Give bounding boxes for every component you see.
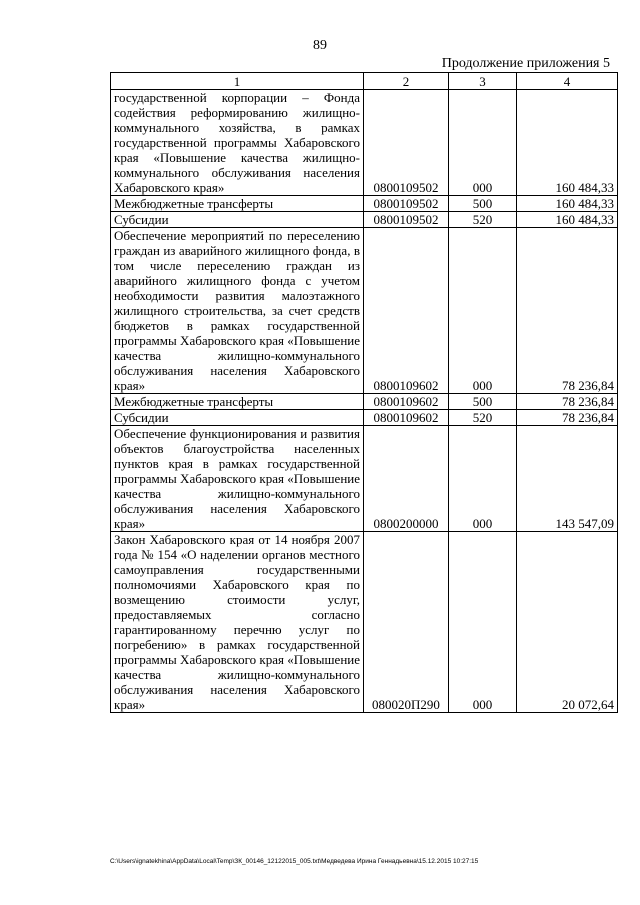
row-amount: 160 484,33 xyxy=(517,90,618,196)
row-type: 500 xyxy=(449,394,517,410)
footer-file-path: C:\Users\ignatekhina\AppData\Local\Temp\ЗК_00146_12122015_005.txt\Медведева Ирина Геннадьевна\15.12.2015 10:27:15 xyxy=(110,858,479,865)
table-row xyxy=(111,228,618,394)
row-code: 0800109502 xyxy=(364,212,449,228)
table-row xyxy=(111,426,618,532)
row-type: 520 xyxy=(449,212,517,228)
row-amount: 78 236,84 xyxy=(517,228,618,394)
row-code: 0800200000 xyxy=(364,426,449,532)
column-header-code: 2 xyxy=(364,73,449,90)
table-row xyxy=(111,212,618,228)
table-header-row xyxy=(111,73,618,90)
row-name: Субсидии xyxy=(111,212,364,228)
row-code: 0800109602 xyxy=(364,410,449,426)
row-amount: 160 484,33 xyxy=(517,212,618,228)
budget-table xyxy=(110,72,618,713)
row-type: 500 xyxy=(449,196,517,212)
row-code: 0800109502 xyxy=(364,196,449,212)
row-name: Межбюджетные трансферты xyxy=(111,196,364,212)
row-name: Обеспечение мероприятий по переселению граждан из аварийного жилищного фонда, в том числе переселению граждан из аварийного жилищного фонда с учетом необходимости развития малоэтажного жилищного строительства, за счет средств бюджетов в рамках государственной программы Хабаровского края «Повышение качества жилищно-коммунального обслуживания населения Хабаровского края» xyxy=(111,228,364,394)
row-name: Субсидии xyxy=(111,410,364,426)
row-amount: 160 484,33 xyxy=(517,196,618,212)
row-code: 0800109502 xyxy=(364,90,449,196)
column-header-amount: 4 xyxy=(517,73,618,90)
row-name: государственной корпорации – Фонда содействия реформированию жилищно-коммунального хозяйства, в рамках государственной программы Хабаровского края «Повышение качества жилищно-коммунального обслуживания населения Хабаровского края» xyxy=(111,90,364,196)
row-code: 080020П290 xyxy=(364,532,449,713)
row-type: 000 xyxy=(449,90,517,196)
row-name: Обеспечение функционирования и развития объектов благоустройства населенных пунктов края в рамках государственной программы Хабаровского края «Повышение качества жилищно-коммунального обслуживания населения Хабаровского края» xyxy=(111,426,364,532)
row-name: Закон Хабаровского края от 14 ноября 2007 года № 154 «О наделении органов местного самоуправления государственными полномочиями Хабаровского края по возмещению стоимости услуг, предоставляемых согласно гарантированному перечню услуг по погребению» в рамках государственной программы Хабаровского края «Повышение качества жилищно-коммунального обслуживания населения Хабаровского края» xyxy=(111,532,364,713)
column-header-type: 3 xyxy=(449,73,517,90)
table-row xyxy=(111,410,618,426)
table-row xyxy=(111,532,618,713)
row-amount: 20 072,64 xyxy=(517,532,618,713)
row-amount: 78 236,84 xyxy=(517,410,618,426)
table-row xyxy=(111,196,618,212)
page-number: 89 xyxy=(313,38,327,53)
row-code: 0800109602 xyxy=(364,394,449,410)
column-header-name: 1 xyxy=(111,73,364,90)
row-type: 000 xyxy=(449,228,517,394)
continuation-label: Продолжение приложения 5 xyxy=(441,56,610,71)
table-row xyxy=(111,90,618,196)
row-type: 000 xyxy=(449,532,517,713)
row-amount: 78 236,84 xyxy=(517,394,618,410)
row-name: Межбюджетные трансферты xyxy=(111,394,364,410)
row-code: 0800109602 xyxy=(364,228,449,394)
row-type: 520 xyxy=(449,410,517,426)
row-amount: 143 547,09 xyxy=(517,426,618,532)
row-type: 000 xyxy=(449,426,517,532)
table-row xyxy=(111,394,618,410)
